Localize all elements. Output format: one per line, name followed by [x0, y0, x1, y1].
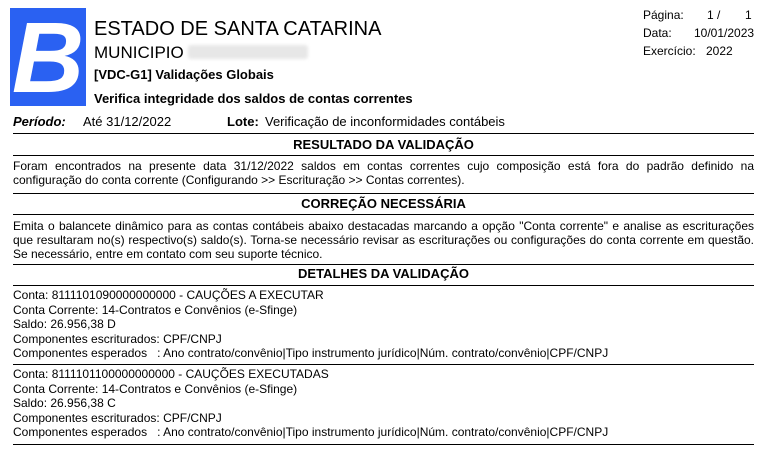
- detail-balance: Saldo: 26.956,38 C: [13, 396, 116, 411]
- page-value: 1 /: [707, 8, 721, 22]
- divider: [13, 155, 754, 156]
- detail-item: [13, 367, 754, 440]
- correction-line: Emita o balancete dinâmico para as contas contábeis abaixo destacadas marcando a opção "Conta corrente" e analise as escriturações: [13, 219, 754, 233]
- logo-letter: B: [11, 8, 85, 106]
- year-label: Exercício:: [643, 44, 696, 58]
- detail-account: Conta: 8111101090000000000 - CAUÇÕES A EXECUTAR: [13, 288, 324, 302]
- page-total: 1: [745, 8, 752, 22]
- logo-b-icon: [10, 8, 86, 106]
- detail-item: [13, 288, 754, 361]
- details-section-title: DETALHES DA VALIDAÇÃO: [298, 266, 469, 281]
- divider: [13, 444, 754, 445]
- detail-booked-components: Componentes escriturados: CPF/CNPJ: [13, 331, 222, 346]
- divider: [13, 193, 754, 194]
- correction-section-title: CORREÇÃO NECESSÁRIA: [301, 196, 466, 211]
- date-label: Data:: [643, 26, 672, 40]
- period-label: Período:: [13, 114, 66, 129]
- municipality-label: MUNICIPIO: [94, 43, 184, 62]
- detail-current-account: Conta Corrente: 14-Contratos e Convênios (e-Sfinge): [13, 302, 298, 317]
- divider: [13, 364, 754, 365]
- period-value: Até 31/12/2022: [83, 114, 172, 129]
- divider: [13, 214, 754, 215]
- date-value: 10/01/2023: [694, 26, 755, 40]
- detail-booked-components: Componentes escriturados: CPF/CNPJ: [13, 410, 222, 425]
- correction-line: Se necessário, entre em contato com seu suporte técnico.: [13, 247, 323, 261]
- detail-account: Conta: 8111101100000000000 - CAUÇÕES EXECUTADAS: [13, 367, 329, 381]
- redacted-municipality-name: [188, 45, 308, 59]
- municipality-line: [94, 43, 308, 63]
- detail-current-account: Conta Corrente: 14-Contratos e Convênios (e-Sfinge): [13, 381, 298, 396]
- correction-paragraph: [13, 219, 754, 261]
- state-name: ESTADO DE SANTA CATARINA: [94, 18, 382, 40]
- detail-balance: Saldo: 26.956,38 D: [13, 317, 116, 332]
- report-subtitle: Verifica integridade dos saldos de contas correntes: [94, 91, 413, 106]
- result-paragraph: [13, 159, 754, 187]
- lot-value: Verificação de inconformidades contábeis: [265, 114, 505, 129]
- page-label: Página:: [643, 8, 684, 22]
- correction-line: que resultaram no(s) respectivo(s) saldo(s). Torna-se necessário revisar as escriturações ou configurações do conta corrente em questão.: [13, 233, 754, 247]
- divider: [13, 285, 754, 286]
- detail-expected-components: Componentes esperados : Ano contrato/convênio|Tipo instrumento jurídico|Núm. contrato/convênio|CPF/CNPJ: [13, 425, 609, 440]
- result-section-title: RESULTADO DA VALIDAÇÃO: [293, 137, 474, 152]
- detail-expected-components: Componentes esperados : Ano contrato/convênio|Tipo instrumento jurídico|Núm. contrato/convênio|CPF/CNPJ: [13, 346, 609, 361]
- company-logo: [10, 8, 86, 106]
- divider: [13, 264, 754, 265]
- year-value: 2022: [706, 44, 733, 58]
- result-line: configuração do conta corrente (Configurando >> Escrituração >> Contas correntes).: [13, 173, 465, 187]
- divider: [13, 133, 754, 134]
- lot-label: Lote:: [227, 114, 259, 129]
- report-title: [VDC-G1] Validações Globais: [94, 67, 274, 82]
- period-row: [13, 114, 505, 130]
- result-line: Foram encontrados na presente data 31/12/2022 saldos em contas correntes cujo composição está fora do padrão definido na: [13, 159, 754, 173]
